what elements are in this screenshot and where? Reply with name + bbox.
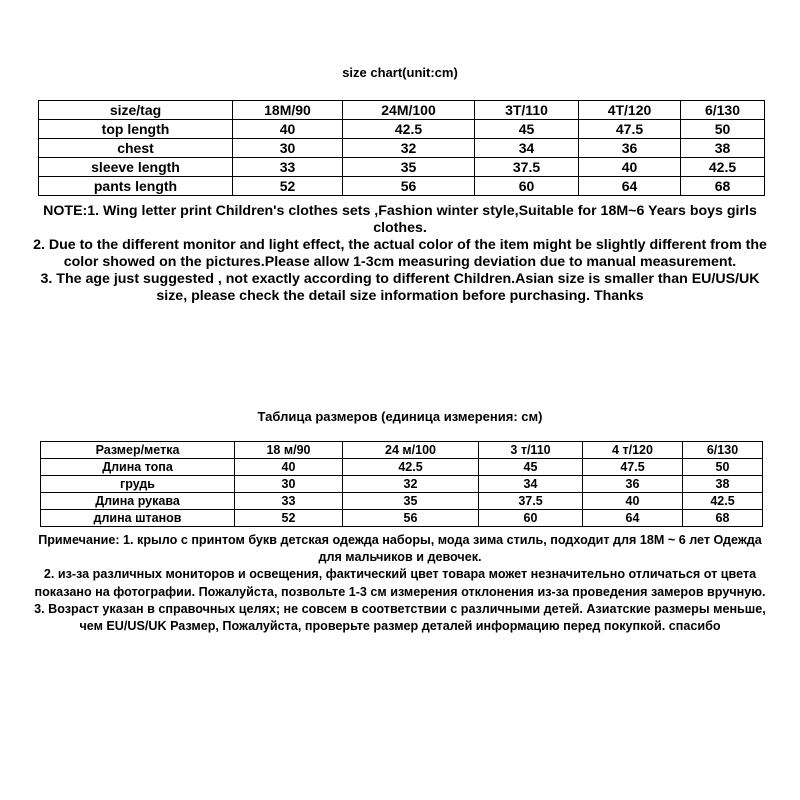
table-row [41, 476, 763, 493]
table-cell: 45 [475, 120, 579, 139]
row-label: Длина топа [41, 459, 235, 476]
table-cell: 34 [475, 139, 579, 158]
table-cell: 30 [233, 139, 343, 158]
russian-size-table [40, 441, 763, 527]
table-cell: 52 [233, 177, 343, 196]
table-row [41, 493, 763, 510]
table-row [39, 158, 765, 177]
table-cell: 40 [233, 120, 343, 139]
table-header-row [39, 101, 765, 120]
table-header-row [41, 442, 763, 459]
header-cell: size/tag [39, 101, 233, 120]
table-cell: 42.5 [683, 493, 763, 510]
row-label: sleeve length [39, 158, 233, 177]
table-cell: 37.5 [479, 493, 583, 510]
row-label: chest [39, 139, 233, 158]
english-notes [30, 203, 770, 305]
note-paragraph: 3. The age just suggested , not exactly according to different Children.Asian size is smaller than EU/US/UK size, please check the detail size information before purchasing. Thanks [40, 271, 760, 304]
note-paragraph: 2. из-за различных мониторов и освещения, фактический цвет товара может незначительно отличаться от цвета показано на фотографии. Пожалуйста, позвольте 1-3 см измерения отклонения из-за проведения замеров вручную. [34, 567, 766, 599]
table-cell: 64 [579, 177, 681, 196]
table-cell: 35 [343, 158, 475, 177]
table-cell: 68 [681, 177, 765, 196]
header-cell: 3 т/110 [479, 442, 583, 459]
table-cell: 35 [343, 493, 479, 510]
table-cell: 42.5 [343, 120, 475, 139]
header-cell: 4T/120 [579, 101, 681, 120]
row-label: длина штанов [41, 510, 235, 527]
table-cell: 40 [583, 493, 683, 510]
row-label: top length [39, 120, 233, 139]
table-cell: 52 [235, 510, 343, 527]
table-cell: 47.5 [579, 120, 681, 139]
russian-size-chart-title: Таблица размеров (единица измерения: см) [257, 409, 543, 424]
russian-notes [30, 532, 770, 635]
table-cell: 37.5 [475, 158, 579, 177]
header-cell: 4 т/120 [583, 442, 683, 459]
table-cell: 47.5 [583, 459, 683, 476]
header-cell: 3T/110 [475, 101, 579, 120]
table-cell: 38 [683, 476, 763, 493]
table-cell: 38 [681, 139, 765, 158]
table-cell: 56 [343, 510, 479, 527]
table-cell: 36 [579, 139, 681, 158]
table-cell: 60 [479, 510, 583, 527]
note-paragraph: NOTE:1. Wing letter print Children's clothes sets ,Fashion winter style,Suitable for 18M~6 Years boys girls clothes. [43, 203, 757, 236]
table-cell: 36 [583, 476, 683, 493]
table-row [39, 120, 765, 139]
table-cell: 33 [235, 493, 343, 510]
row-label: pants length [39, 177, 233, 196]
table-row [41, 459, 763, 476]
header-cell: 6/130 [681, 101, 765, 120]
table-cell: 68 [683, 510, 763, 527]
table-row [39, 177, 765, 196]
table-cell: 42.5 [343, 459, 479, 476]
row-label: грудь [41, 476, 235, 493]
table-cell: 64 [583, 510, 683, 527]
table-cell: 33 [233, 158, 343, 177]
english-size-table [38, 100, 765, 196]
header-cell: 24 м/100 [343, 442, 479, 459]
table-cell: 40 [579, 158, 681, 177]
english-size-chart-title: size chart(unit:cm) [342, 65, 458, 80]
table-cell: 42.5 [681, 158, 765, 177]
note-paragraph: 3. Возраст указан в справочных целях; не совсем в соответствии с различными детей. Азиатские размеры меньше, чем EU/US/UK Размер, Пожалуйста, проверьте размер деталей информацию перед покупкой. спасибо [34, 601, 766, 634]
table-cell: 50 [681, 120, 765, 139]
header-cell: Размер/метка [41, 442, 235, 459]
header-cell: 24M/100 [343, 101, 475, 120]
table-cell: 56 [343, 177, 475, 196]
note-paragraph: 2. Due to the different monitor and light effect, the actual color of the item might be slightly different from the color showed on the pictures.Please allow 1-3cm measuring deviation due to manual measurement. [33, 237, 767, 270]
table-cell: 50 [683, 459, 763, 476]
note-paragraph: Примечание: 1. крыло с принтом букв детская одежда наборы, мода зима стиль, подходит для 18M ~ 6 лет Одежда для мальчиков и девочек. [38, 533, 762, 565]
table-cell: 30 [235, 476, 343, 493]
table-cell: 45 [479, 459, 583, 476]
table-cell: 32 [343, 476, 479, 493]
header-cell: 6/130 [683, 442, 763, 459]
header-cell: 18 м/90 [235, 442, 343, 459]
table-cell: 40 [235, 459, 343, 476]
row-label: Длина рукава [41, 493, 235, 510]
table-cell: 60 [475, 177, 579, 196]
table-cell: 32 [343, 139, 475, 158]
table-row [41, 510, 763, 527]
table-cell: 34 [479, 476, 583, 493]
table-row [39, 139, 765, 158]
header-cell: 18M/90 [233, 101, 343, 120]
